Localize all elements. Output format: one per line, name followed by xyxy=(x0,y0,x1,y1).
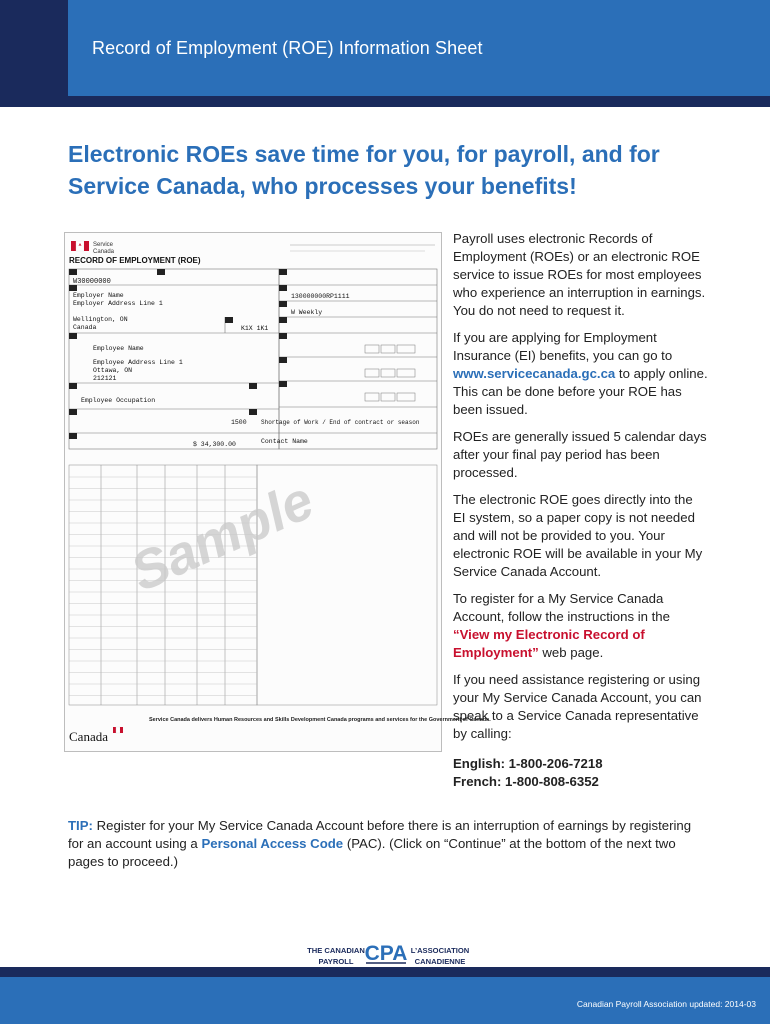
logo-text-right-2: CANADIENNE xyxy=(414,957,466,966)
header-band xyxy=(0,0,770,107)
form-sin: 212121 xyxy=(93,375,117,382)
info-paragraph-2 xyxy=(453,329,708,419)
form-hours: 1500 xyxy=(231,419,247,426)
form-contact: Contact Name xyxy=(261,438,308,445)
logo-text-right-1: L’ASSOCIATION xyxy=(410,946,470,955)
gov-label-service: Service xyxy=(93,242,114,248)
canada-wordmark-flag-icon xyxy=(113,727,123,733)
form-employee-address: Employee Address Line 1 xyxy=(93,359,183,366)
footer-text: Canadian Payroll Association updated: 2014-03 xyxy=(576,999,756,1009)
form-employer-name: Employer Name xyxy=(73,292,124,299)
header-bar xyxy=(68,0,770,96)
canada-flag-icon xyxy=(71,241,89,251)
info-column xyxy=(453,230,708,791)
form-title: RECORD OF EMPLOYMENT (ROE) xyxy=(69,256,201,265)
form-occupation: Employee Occupation xyxy=(81,397,156,404)
view-electronic-roe-link[interactable]: “View my Electronic Record of Employment” xyxy=(453,627,645,660)
tip-text-lead: Register for your My Service Canada Account before there is an interruption of earnings by registering for an account using a xyxy=(68,818,692,851)
footer-band xyxy=(0,967,770,1024)
gov-label-canada: Canada xyxy=(93,249,115,255)
info-paragraph-6: If you need assistance registering or using your My Service Canada Account, you can speak to a Service Canada representative by calling: xyxy=(453,672,702,741)
form-reason: Shortage of Work / End of contract or season xyxy=(261,419,420,426)
logo-mark-cpa: CPA xyxy=(364,942,408,965)
form-employer-address: Employer Address Line 1 xyxy=(73,300,163,307)
info-paragraph-1: Payroll uses electronic Records of Employment (ROEs) or an electronic ROE service to issue ROEs for most employees who experience an interruption in earnings. You do not need to request it. xyxy=(453,231,706,318)
form-pay-period: W Weekly xyxy=(291,309,323,316)
form-postal: K1X 1K1 xyxy=(241,325,269,332)
form-business-number: 130000000RP1111 xyxy=(291,293,350,300)
info-paragraph-5-tail: web page. xyxy=(538,645,604,660)
tip-label: TIP: xyxy=(68,818,93,833)
info-paragraph-3: ROEs are generally issued 5 calendar days after your final pay period has been processed. xyxy=(453,429,707,480)
form-employee-city: Ottawa, ON xyxy=(93,367,133,374)
servicecanada-link[interactable]: www.servicecanada.gc.ca xyxy=(453,366,616,381)
form-country: Canada xyxy=(73,324,97,331)
info-paragraph-5-lead: To register for a My Service Canada Account, follow the instructions in the xyxy=(453,591,670,624)
headline: Electronic ROEs save time for you, for payroll, and for Service Canada, who processes your benefits! xyxy=(68,141,660,199)
phone-english: English: 1-800-206-7218 xyxy=(453,756,603,771)
info-paragraph-2-lead: If you are applying for Employment Insurance (EI) benefits, you can go to xyxy=(453,330,673,363)
info-paragraph-5 xyxy=(453,590,708,662)
canada-wordmark: Canada xyxy=(69,729,108,744)
info-paragraph-2-tail: to apply online. This can be done before your ROE has been issued. xyxy=(453,366,708,417)
personal-access-code-link[interactable]: Personal Access Code xyxy=(201,836,344,851)
logo-text-left-2: PAYROLL xyxy=(318,957,354,966)
page-header-title: Record of Employment (ROE) Information Sheet xyxy=(92,38,483,58)
phone-numbers xyxy=(453,755,708,791)
form-employee-name: Employee Name xyxy=(93,345,144,352)
form-city: Wellington, ON xyxy=(73,316,128,323)
phone-french: French: 1-800-808-6352 xyxy=(453,774,599,789)
sample-watermark: Sample xyxy=(122,469,323,603)
tip-paragraph xyxy=(68,817,708,871)
form-insurable-total: $ 34,300.00 xyxy=(193,441,236,448)
tip-text-tail: (PAC). (Click on “Continue” at the bottom of the next two pages to proceed.) xyxy=(68,836,676,869)
sample-roe-form-image xyxy=(64,232,491,752)
info-paragraph-4: The electronic ROE goes directly into the EI system, so a paper copy is not needed and will not be provided to you. Your electronic ROE will be available in your My Service Canada Account. xyxy=(453,492,703,579)
form-serial: W30000000 xyxy=(73,278,111,286)
gov-footer-text: Service Canada delivers Human Resources and Skills Development Canada programs and services for the Government of Canada. xyxy=(149,717,491,723)
logo-text-left-1: THE CANADIAN xyxy=(307,946,365,955)
footer-bar xyxy=(0,977,770,1024)
